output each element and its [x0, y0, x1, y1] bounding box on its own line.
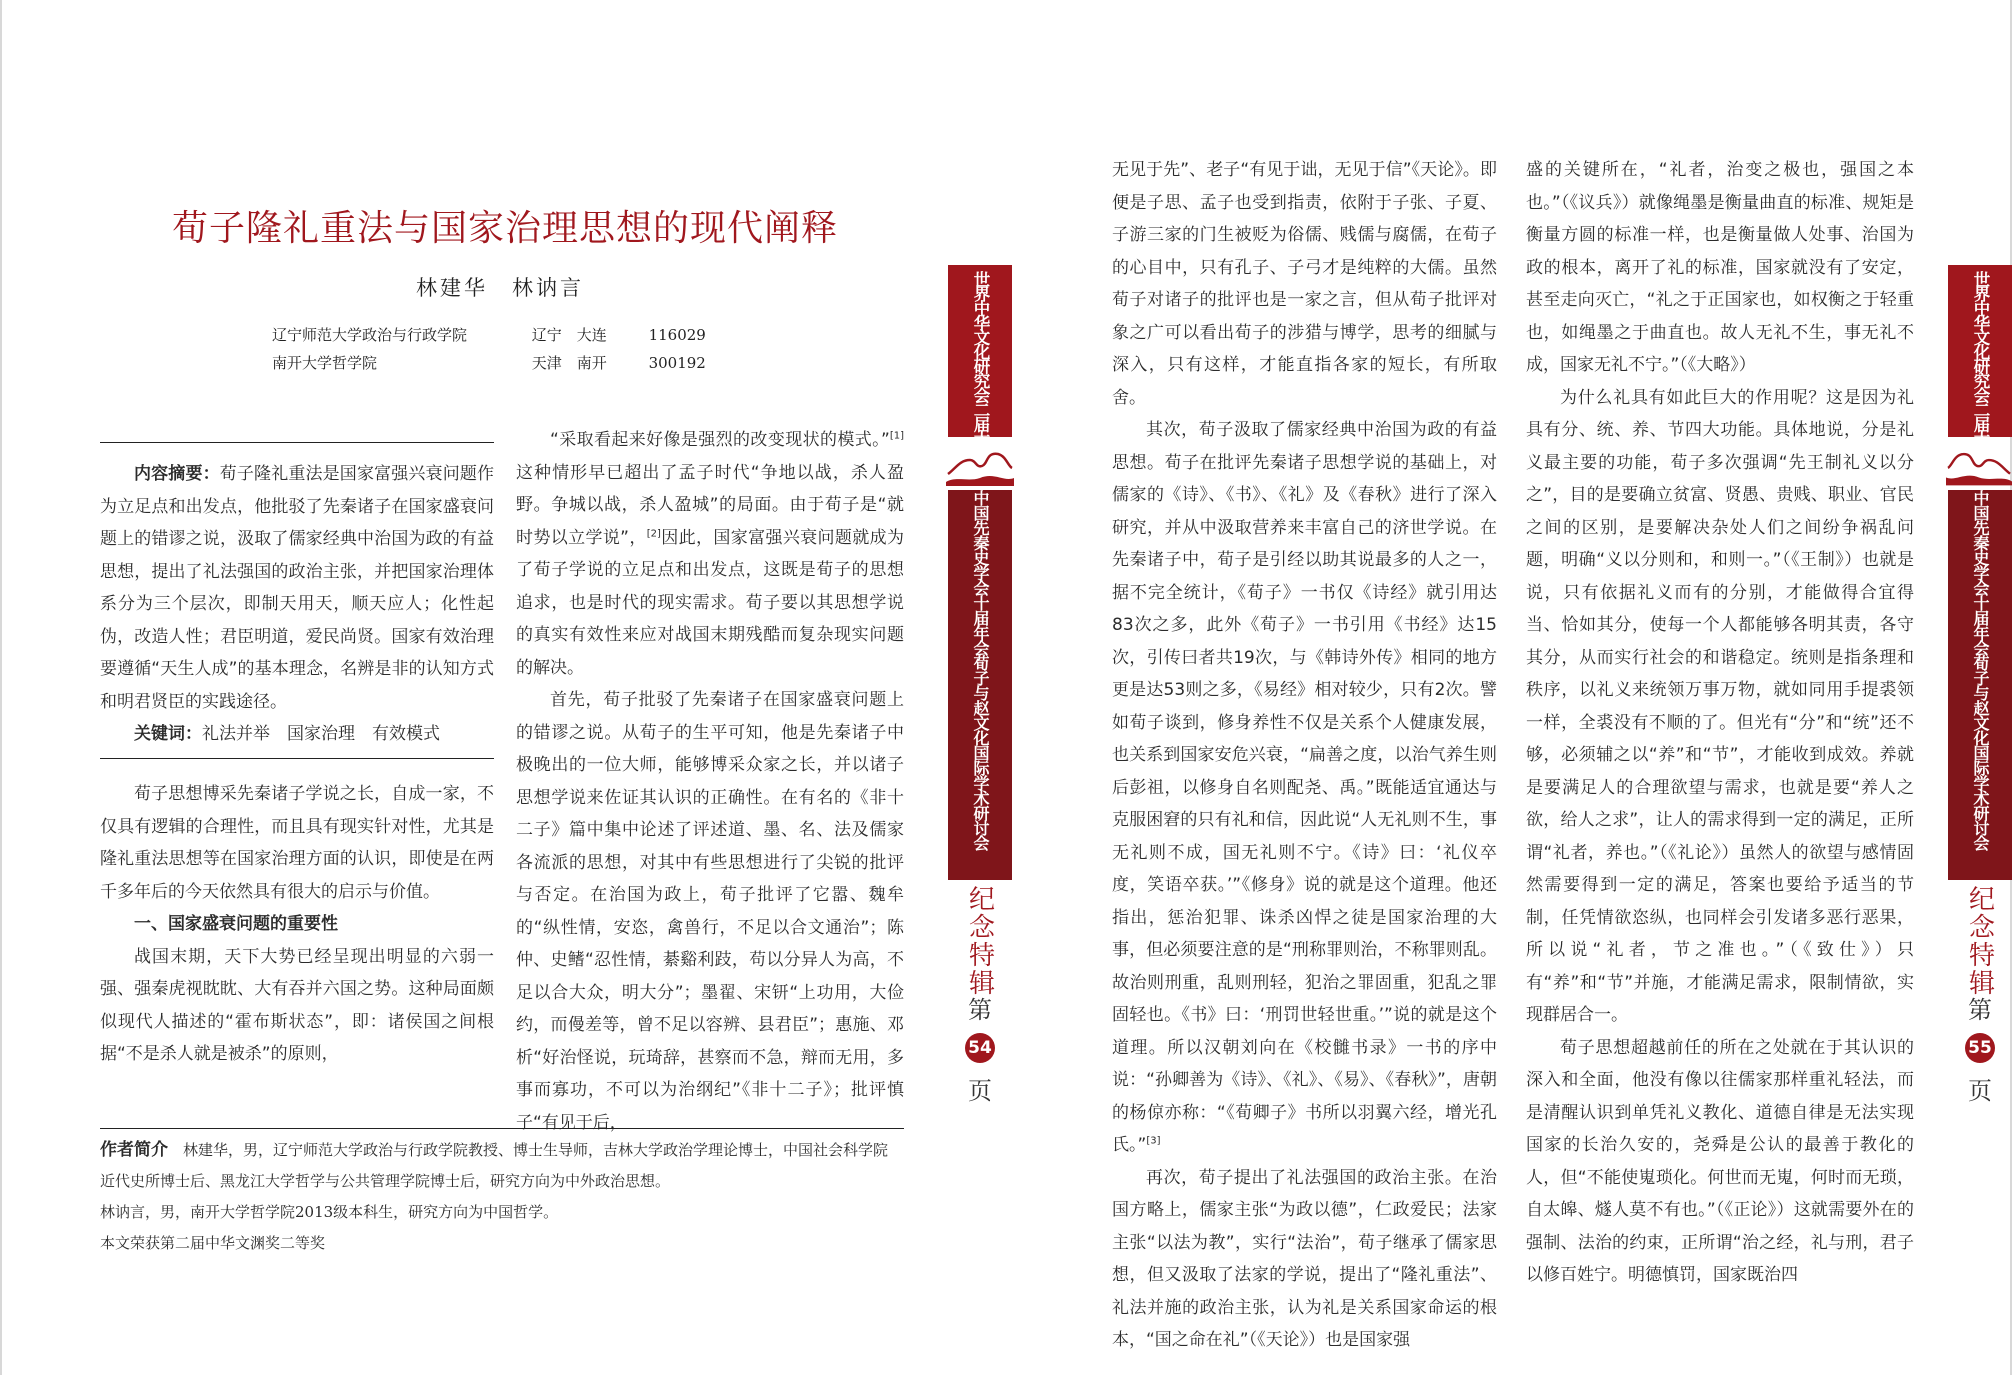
- footnote-ref-3: [3]: [1146, 1135, 1161, 1147]
- affiliation-1-city: 辽宁 大连: [531, 326, 607, 344]
- right-sidebar-society-band: [1948, 265, 2012, 460]
- ritual-strength-paragraph: 盛的关键所在，“礼者，治变之极也，强国之本也。”（《议兵》）就像绳墨是衡量曲直的标准、规矩是衡量方圆的标准一样，也是衡量做人处事、治国为政的根本，离开了礼的标准，国家就没有了安定，甚至走向灭亡，“礼之于正国家也，如权衡之于轻重也，如绳墨之于曲直也。故人无礼不生，事无礼不成，国家无礼不宁。”（《大略》）: [1526, 160, 1914, 375]
- footnote-ref-2: [2]: [646, 527, 661, 539]
- right-page-suffix: 页: [1968, 1077, 1992, 1105]
- left-column-2: [516, 424, 904, 1139]
- right-conference-line-1: 中国先秦史学会十届年会: [1971, 490, 1990, 655]
- left-conference-line-1: 中国先秦史学会十届年会: [971, 490, 990, 655]
- left-cloud-ornament: [946, 438, 1014, 488]
- right-page-number: [1948, 990, 2012, 1106]
- affiliation-2-org: 南开大学哲学院: [272, 354, 378, 372]
- affiliation-2-zip: 300192: [648, 354, 706, 372]
- affiliation-1: [272, 324, 732, 345]
- left-sidebar-conference-text: [948, 490, 1012, 880]
- intro-paragraph: 荀子思想博采先秦诸子学说之长，自成一家，不仅具有逻辑的合理性，而且具有现实针对性，尤其是隆礼重法思想等在国家治理方面的认识，即使是在两千多年后的今天依然具有很大的启示与价值。: [100, 784, 494, 902]
- affiliation-2: [272, 352, 732, 373]
- left-conference-line-2: 荀子与赵文化国际学术研讨会: [971, 655, 990, 850]
- first-point-paragraph: 首先，荀子批驳了先秦诸子在国家盛衰问题上的错谬之说。从荀子的生平可知，他是先秦诸子中极晚出的一位大师，能够博采众家之长，并以诸子思想学说来佐证其认识的正确性。在有名的《非十二子》篇中集中论述了评述道、墨、名、法及儒家各流派的思想，对其中有些思想进行了尖锐的批评与否定。在治国为政上，荀子批评了它嚣、魏牟的“纵性情，安恣，禽兽行，不足以合文通治”；陈仲、史鳍“忍性情，綦谿利跂，苟以分异人为高，不足以合大众，明大分”；墨翟、宋钘“上功用，大俭约，而僈差等，曾不足以容辨、县君臣”；惠施、邓析“好治怪说，玩琦辞，甚察而不急，辩而无用，多事而寡功，不可以为治纲纪”《非十二子》；批评慎子“有见于后，: [516, 690, 904, 1133]
- left-sidebar-society-band: [948, 265, 1012, 460]
- keywords: [100, 718, 494, 751]
- right-sidebar-conference-band: [1948, 490, 2012, 880]
- right-page-number-badge: 55: [1965, 1033, 1995, 1063]
- right-sidebar-society-text: 世界中华文化研究会二届大会: [1971, 271, 1990, 460]
- right-column-2: [1526, 154, 1914, 1292]
- criticism-paragraph-end: 无见于先”、老子“有见于诎，无见于信”《天论》。即便是子思、孟子也受到指责，依附于子张、子夏、子游三家的门生被贬为俗儒、贱儒与腐儒，在荀子的心目中，只有孔子、子弓才是纯粹的大儒。虽然荀子对诸子的批评也是一家之言，但从荀子批评对象之广可以看出荀子的涉猎与博学，思考的细腻与深入，只有这样，才能直指各家的短长，有所取舍。: [1112, 160, 1497, 408]
- beyond-predecessors-paragraph: 荀子思想超越前任的所在之处就在于其认识的深入和全面，他没有像以往儒家那样重礼轻法，而是清醒认识到单凭礼义教化、道德自律是无法实现国家的长治久安的，尧舜是公认的最善于教化的人，但“不能使嵬琐化。何世而无嵬，何时而无琐，自太皞、燧人莫不有也。”（《正论》）这就需要外在的强制、法治的约束，正所谓“治之经，礼与刑，君子以修百姓宁。明德慎罚，国家既治四: [1526, 1037, 1914, 1285]
- abstract-text: 荀子隆礼重法是国家富强兴衰问题作为立足点和出发点，他批驳了先秦诸子在国家盛衰问题上的错谬之说，汲取了儒家经典中治国为政的有益思想，提出了礼法强国的政治主张，并把国家治理体系分为三个层次，即制天用天，顺天应人；化性起伪，改造人性；君臣明道，爱民尚贤。国家有效治理要遵循“天生人成”的基本理念，名辨是非的认知方式和明君贤臣的实践途径。: [100, 464, 494, 712]
- right-conference-line-2: 荀子与赵文化国际学术研讨会: [1971, 655, 1990, 850]
- second-point-paragraph: [1112, 414, 1497, 1162]
- left-sidebar-society-text: 世界中华文化研究会二届大会: [971, 271, 990, 460]
- left-page-number-badge: 54: [965, 1033, 995, 1063]
- quote-part-a: “采取看起来好像是强烈的改变现状的模式。”: [550, 430, 890, 450]
- abstract-label: 内容摘要：: [134, 464, 220, 484]
- footnote-ref-1: [1]: [889, 430, 904, 442]
- right-sidebar-conference-text: [1948, 490, 2012, 880]
- affiliation-1-org: 辽宁师范大学政治与行政学院: [272, 326, 468, 344]
- warring-states-paragraph: 战国末期，天下大势已经呈现出明显的六弱一强、强秦虎视眈眈、大有吞并六国之势。这种局面颇似现代人描述的“霍布斯状态”，即：诸侯国之间根据“不是杀人就是被杀”的原则，: [100, 946, 494, 1064]
- left-sidebar-conference-band: [948, 490, 1012, 880]
- right-column-1: [1112, 154, 1497, 1357]
- bio-top-rule: [100, 1128, 904, 1129]
- article-title: 荀子隆礼重法与国家治理思想的现代阐释: [171, 208, 838, 249]
- abstract-bottom-rule: [100, 758, 494, 759]
- left-page-number: [948, 990, 1012, 1106]
- quote-part-b: 这种情形早已超出了孟子时代“争地以战，杀人盈野。争城以战，杀人盈城”的局面。由于荀子是“就时势以立学说”，: [516, 462, 904, 548]
- right-special-issue: [1948, 885, 2012, 997]
- bio-text-1: 林建华，男，辽宁师范大学政治与行政学院教授、博士生导师，吉林大学政治学理论博士，中国社会科学院近代史所博士后、黑龙江大学哲学与公共管理学院博士后，研究方向为中外政治思想。: [100, 1141, 889, 1190]
- abstract-box: [100, 458, 494, 751]
- author-bio: [100, 1135, 900, 1259]
- left-special-issue: [948, 885, 1012, 997]
- right-cloud-ornament: [1946, 438, 2012, 488]
- quote-part-c: 因此，国家富强兴衰问题就成为了荀子学说的立足点和出发点，这既是荀子的思想追求，也是时代的现实需求。荀子要以其思想学说的真实有效性来应对战国末期残酷而复杂现实问题的解决。: [516, 527, 905, 678]
- abstract-top-rule: [100, 442, 494, 443]
- article-authors: 林建华 林讷言: [416, 276, 584, 300]
- second-point-text: 其次，荀子汲取了儒家经典中治国为政的有益思想。荀子在批评先秦诸子思想学说的基础上，对儒家的《诗》、《书》、《礼》及《春秋》进行了深入研究，并从中汲取营养来丰富自己的济世学说。在先秦诸子中，荀子是引经以助其说最多的人之一，据不完全统计，《荀子》一书仅《诗经》就引用达83次之多，此外《荀子》一书引用《书经》达15次，引传曰者共19次，与《韩诗外传》相同的地方更是达53则之多，《易经》相对较少，只有2次。譬如荀子谈到，修身养性不仅是关系个人健康发展，也关系到国家安危兴衰，“扁善之度，以治气养生则后彭祖，以修身自名则配尧、禹。”既能适宜通达与克服困窘的只有礼和信，因此说“人无礼则不生，事无礼则不成，国无礼则不宁。《诗》曰：‘礼仪卒度，笑语卒获。’”《修身》说的就是这个道理。他还指出，惩治犯罪、诛杀凶悍之徒是国家治理的大事，但必须要注意的是“刑称罪则治，不称罪则乱。故治则刑重，乱则刑轻，犯治之罪固重，犯乱之罪固轻也。《书》曰：‘刑罚世轻世重。’”说的就是这个道理。所以汉朝刘向在《校雠书录》一书的序中说：“孙卿善为《诗》、《礼》、《易》、《春秋》”，唐朝的杨倞亦称：“《荀卿子》书所以羽翼六经，增光孔氏。”: [1112, 420, 1497, 1155]
- left-column-1-body: [100, 778, 494, 1071]
- abstract: [100, 458, 494, 718]
- left-page-suffix: 页: [968, 1077, 992, 1105]
- keywords-text: 礼法并举 国家治理 有效模式: [202, 724, 440, 744]
- right-page-prefix: 第: [1968, 996, 1992, 1024]
- section-heading-1: 一、国家盛衰问题的重要性: [134, 914, 338, 934]
- left-special-issue-text: 纪念特辑: [964, 885, 995, 997]
- affiliation-2-city: 天津 南开: [531, 354, 607, 372]
- third-point-paragraph: 再次，荀子提出了礼法强国的政治主张。在治国方略上，儒家主张“为政以德”，仁政爱民；法家主张“以法为教”，实行“法治”，荀子继承了儒家思想，但又汲取了法家的学说，提出了“隆礼重法”、礼法并施的政治主张，认为礼是关系国家命运的根本，“国之命在礼”（《天论》）也是国家强: [1112, 1167, 1497, 1350]
- quote-paragraph: [516, 424, 904, 684]
- keywords-label: 关键词：: [134, 724, 202, 744]
- bio-paragraph-1: [100, 1135, 900, 1197]
- affiliation-1-zip: 116029: [648, 326, 706, 344]
- award-note: 本文荣获第二届中华文渊奖二等奖: [100, 1234, 326, 1252]
- right-special-issue-text: 纪念特辑: [1964, 885, 1995, 997]
- bio-paragraph-2: 林讷言，男，南开大学哲学院2013级本科生，研究方向为中国哲学。: [100, 1203, 559, 1221]
- bio-label: 作者简介: [100, 1140, 168, 1160]
- left-page-prefix: 第: [968, 996, 992, 1024]
- four-functions-paragraph: 为什么礼具有如此巨大的作用呢？这是因为礼具有分、统、养、节四大功能。具体地说，分是礼义最主要的功能，荀子多次强调“先王制礼义以分之”，目的是要确立贫富、贤愚、贵贱、职业、官民之间的区别，是要解决杂处人们之间纷争祸乱问题，明确“义以分则和，和则一。”（《王制》）也就是说，只有依据礼义而有的分别，才能做得合宜得当、恰如其分，使每一个人都能够各明其责，各守其分，从而实行社会的和谐稳定。统则是指条理和秩序，以礼义来统领万事万物，就如同用手提裘领一样，全裘没有不顺的了。但光有“分”和“统”还不够，必须辅之以“养”和“节”，才能收到成效。养就是要满足人的合理欲望与需求，也就是要“养人之欲，给人之求”，让人的需求得到一定的满足，正所谓“礼者，养也。”（《礼论》）虽然人的欲望与感情固然需要得到一定的满足，答案也要给予适当的节制，任凭情欲恣纵，也同样会引发诸多恶行恶果，所以说“礼者，节之准也。”（《致仕》）只有“养”和“节”并施，才能满足需求，限制情欲，实现群居合一。: [1526, 387, 1914, 1025]
